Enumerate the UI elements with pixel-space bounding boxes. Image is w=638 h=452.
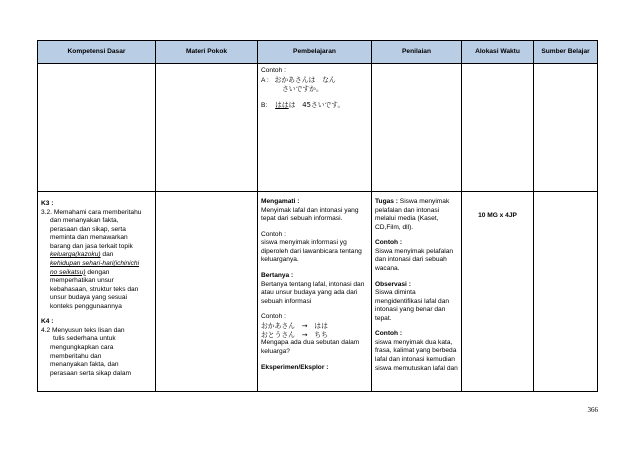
k3-line: kebahasaan, struktur teks dan xyxy=(50,285,139,293)
dialog-b xyxy=(261,101,368,111)
dialog-a-label: A : xyxy=(261,76,269,84)
dialog-b-rest: は 45さいです。 xyxy=(288,100,345,109)
k3-line: dan menanyakan fakta, xyxy=(50,217,119,225)
contoh-label: Contoh : xyxy=(375,330,403,338)
header-row xyxy=(38,41,598,64)
header-alokasi-waktu: Alokasi Waktu xyxy=(462,41,534,64)
tugas-text: Tugas : Siswa menyimak pelafalan dan intonasi melalui media (Kaset, CD,Film, dll). xyxy=(375,198,450,231)
k3-title: 3.2. Memahami cara memberitahu xyxy=(41,208,142,216)
bertanya-text: Bertanya tentang lafal, intonasi dan atau unsur budaya yang ada dari sebuah informasi xyxy=(261,280,365,305)
k3-line: memperhatikan unsur xyxy=(50,277,114,285)
k4-line: menanyakan fakta, dan xyxy=(50,361,119,369)
page-number: 366 xyxy=(587,406,598,414)
header-sumber-belajar: Sumber Belajar xyxy=(534,41,598,64)
k3-topic-kehidupan: kehidupan sehari-hari(ichinichi xyxy=(50,259,140,267)
k3-line: konteks penggunaannya xyxy=(50,302,122,310)
mengapa-text: Mengapa ada dua sebutan dalam keluarga? xyxy=(261,339,360,355)
cell-pembelajaran-contoh xyxy=(258,64,372,192)
bertanya-label: Bertanya : xyxy=(261,271,294,279)
contoh-text: siswa menyimak dua kata, frasa, kalimat yang berbeda lafal dan intonasi kemudian siswa memutuskan lafal dan xyxy=(375,338,458,372)
k3-line: perasaan dan sikap, serta xyxy=(50,225,126,233)
header-pembelajaran: Pembelajaran xyxy=(258,41,372,64)
k4-title: 4.2 Menyusun teks lisan dan xyxy=(41,326,125,334)
dialog-b-underlined: はは xyxy=(275,100,289,109)
dialog-a-line1: おかあさんは なん xyxy=(274,75,336,84)
mengamati-text: Menyimak lafal dan intonasi yang tepat dari sebuah informasi. xyxy=(261,206,359,223)
cell-pembelajaran xyxy=(258,192,372,392)
dialog-a xyxy=(261,76,368,86)
contoh-text: Siswa menyimak pelafalan dan intonasi dari sebuah wacana. xyxy=(375,247,454,272)
cell-penilaian-empty xyxy=(372,64,462,192)
table-row xyxy=(38,192,598,392)
cell-alokasi-waktu: 10 MG x 4JP xyxy=(462,192,534,392)
k3-line: unsur budaya yang sesuai xyxy=(50,294,127,302)
observasi-text: Siswa diminta mengidentifikasi lafal dan intonasi yang benar dan tepat. xyxy=(375,289,450,322)
k3-line: barang dan jasa terkait topik xyxy=(50,242,133,250)
cell-kd-empty xyxy=(38,64,156,192)
table-row xyxy=(38,64,598,192)
header-materi-pokok: Materi Pokok xyxy=(156,41,258,64)
contoh-label: Contoh : xyxy=(375,239,403,247)
contoh-text: siswa menyimak informasi yg diperoleh dari lawanbicara tentang keluarganya. xyxy=(261,239,362,264)
cell-sumber-belajar xyxy=(534,192,598,392)
cell-materi-pokok xyxy=(156,192,258,392)
k4-line: mengungkapkan cara xyxy=(50,344,114,351)
dialog-a-line2: さいですか。 xyxy=(282,85,323,94)
syllabus-table xyxy=(37,40,598,392)
dialog-b-label: B: xyxy=(261,101,268,109)
mengamati-label: Mengamati : xyxy=(261,198,300,205)
tugas-label: Tugas : xyxy=(375,198,398,205)
k3-line: meminta dan menawarkan xyxy=(50,234,128,242)
k3-topic-keluarga: keluarga(kazoku) xyxy=(50,251,101,259)
jp-example-1: おかあさん → はは xyxy=(261,321,328,330)
k3-topic-line2: no seikatsu) dengan xyxy=(50,268,110,276)
jp-example-2: おとうさん → ちち xyxy=(261,330,328,339)
k3-label: K3 : xyxy=(41,200,54,207)
k3-topic-line: keluarga(kazoku) dan xyxy=(50,251,114,259)
eksperimen-label: Eksperimen/Eksplor : xyxy=(261,363,329,371)
cell-penilaian xyxy=(372,192,462,392)
cell-materi-empty xyxy=(156,64,258,192)
header-penilaian: Penilaian xyxy=(372,41,462,64)
k4-label: K4 : xyxy=(41,318,54,326)
k4-line: memberitahu dan xyxy=(50,352,102,360)
cell-kompetensi-dasar xyxy=(38,192,156,392)
cell-sumber-empty xyxy=(534,64,598,192)
k4-line: tulis sederhana untuk xyxy=(53,335,116,343)
contoh-label: Contoh : xyxy=(261,67,286,74)
contoh-label: Contoh : xyxy=(261,230,286,238)
contoh-label: Contoh : xyxy=(261,313,286,321)
cell-alokasi-empty xyxy=(462,64,534,192)
observasi-label: Observasi : xyxy=(375,280,411,288)
header-kompetensi-dasar: Kompetensi Dasar xyxy=(38,41,156,64)
k4-line: perasaan serta sikap dalam xyxy=(50,369,132,377)
